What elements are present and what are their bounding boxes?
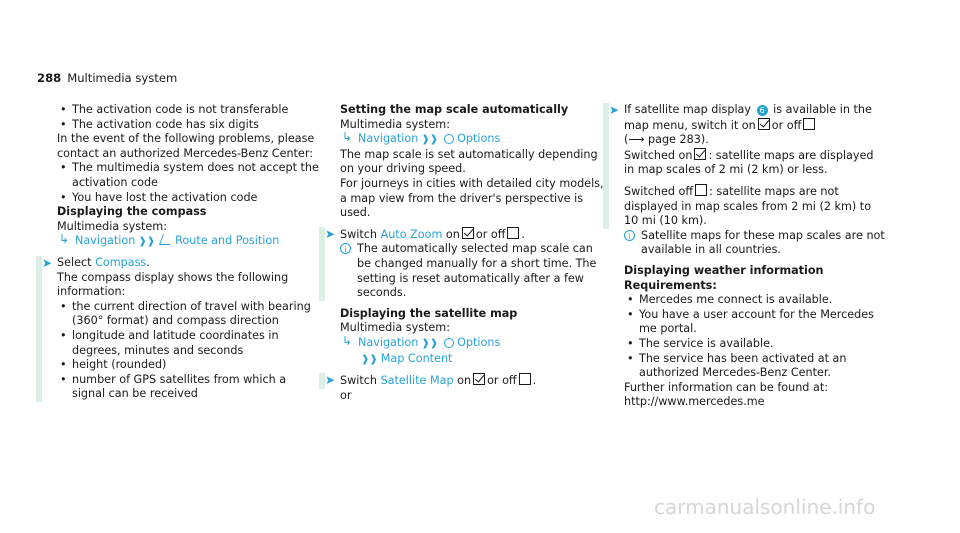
- list-item: • You have lost the activation code: [57, 191, 319, 206]
- body-text: For journeys in cities with detailed city models, a map view from the driver's perspective is used.: [340, 176, 604, 220]
- list-item: • longitude and latitude coordinates in degrees, minutes and seconds: [57, 329, 319, 358]
- badge-number: 6: [757, 105, 768, 116]
- list-item: • the current direction of travel with bearing (360° format) and compass direction: [57, 300, 319, 329]
- checkbox-on-icon: [462, 227, 474, 239]
- list-item: • The service has been activated at an authorized Mercedes-Benz Center.: [624, 352, 886, 381]
- column-2: [325, 103, 610, 403]
- system-label: Multimedia system:: [340, 321, 450, 335]
- compass-link[interactable]: Compass: [95, 255, 147, 269]
- path-arrow-icon: ↳: [342, 130, 353, 145]
- checkbox-off-icon: [695, 184, 707, 196]
- checkbox-off-icon: [507, 227, 519, 239]
- path-map-content[interactable]: Map Content: [380, 351, 453, 365]
- path-route-position[interactable]: Route and Position: [175, 234, 280, 248]
- instruction-step: ➤ If satellite map display 6 is available in the map menu, switch it on or off (⟶ page 283). Switched on : satellite maps are displayed in map scales of 2 mi (2 km) or less.: [609, 103, 874, 177]
- path-navigation[interactable]: Navigation: [358, 335, 419, 349]
- requirements-label: Requirements:: [624, 278, 717, 292]
- system-label: Multimedia system:: [340, 117, 450, 131]
- path-navigation[interactable]: Navigation: [358, 132, 419, 146]
- instruction-step: ➤ Select Compass.: [42, 255, 150, 270]
- section-heading: Displaying weather information: [624, 263, 824, 277]
- watermark: carmanualsonline.info: [654, 495, 876, 519]
- long-arrow-icon: ⟶: [628, 133, 645, 147]
- auto-zoom-link[interactable]: Auto Zoom: [380, 227, 443, 241]
- double-chevron-icon: ❱❱: [421, 337, 439, 349]
- section-heading: Displaying the satellite map: [340, 306, 518, 320]
- double-chevron-icon: ❱❱: [421, 134, 439, 146]
- checkbox-on-icon: [758, 118, 770, 130]
- compass-desc: The compass display shows the following information:: [57, 270, 289, 299]
- page-reference-link[interactable]: page 283).: [647, 133, 709, 147]
- path-navigation[interactable]: Navigation: [75, 234, 136, 248]
- path-arrow-icon: ↳: [342, 333, 353, 348]
- list-item: • number of GPS satellites from which a signal can be received: [57, 373, 319, 402]
- info-icon: i: [340, 243, 351, 254]
- checkbox-on-icon: [694, 148, 706, 160]
- gear-icon: [444, 338, 454, 348]
- instruction-step: ➤ Switch Auto Zoom on or off .: [325, 226, 525, 241]
- section-heading: Displaying the compass: [57, 205, 207, 219]
- section-heading: Setting the map scale automatically: [340, 103, 569, 116]
- info-icon: i: [624, 230, 635, 241]
- list-item: • You have a user account for the Mercedes me portal.: [624, 308, 886, 337]
- list-item: • The activation code is not transferable: [57, 103, 319, 118]
- path-options[interactable]: Options: [457, 335, 501, 349]
- step-arrow-icon: ➤: [42, 255, 53, 270]
- step-arrow-icon: ➤: [325, 226, 336, 241]
- switched-off-text: Switched off : satellite maps are not displayed in map scales from 2 mi (2 km) to 10 mi (10 km).: [624, 184, 872, 228]
- list-item: • The multimedia system does not accept the activation code: [57, 161, 319, 190]
- list-item: • height (rounded): [57, 358, 319, 373]
- page-number: 288: [37, 71, 62, 85]
- intro-text: In the event of the following problems, please contact an authorized Mercedes-Benz Center:: [57, 132, 315, 160]
- double-chevron-icon: ❱❱: [138, 236, 156, 248]
- instruction-block: [319, 227, 610, 301]
- instruction-step: ➤ Switch Satellite Map on or off .: [325, 373, 537, 388]
- further-info: Further information can be found at: http://www.mercedes.me: [624, 380, 828, 409]
- info-note: i Satellite maps for these map scales are not available in all countries.: [624, 229, 886, 258]
- menu-path: [340, 333, 610, 367]
- instruction-block: [603, 103, 886, 229]
- gear-icon: [444, 134, 454, 144]
- column-3: [609, 103, 886, 410]
- page-header: [37, 71, 177, 86]
- list-item: • The service is available.: [624, 337, 886, 352]
- checkbox-on-icon: [473, 373, 485, 385]
- satellite-map-link[interactable]: Satellite Map: [380, 374, 454, 388]
- route-icon: [159, 234, 174, 245]
- step-arrow-icon: ➤: [609, 103, 620, 117]
- instruction-block: [319, 373, 610, 389]
- checkbox-off-icon: [519, 373, 531, 385]
- checkbox-off-icon: [803, 118, 815, 130]
- info-note: i The automatically selected map scale can be changed manually for a short time. The setting is reset automatically after a few seconds.: [340, 242, 610, 300]
- system-label: Multimedia system:: [57, 219, 167, 233]
- instruction-block: [36, 256, 319, 402]
- path-arrow-icon: ↳: [59, 232, 70, 247]
- list-item: • Mercedes me connect is available.: [624, 293, 886, 308]
- path-options[interactable]: Options: [457, 132, 501, 146]
- list-item: • The activation code has six digits: [57, 118, 319, 133]
- section-title: Multimedia system: [67, 71, 178, 85]
- column-1: [42, 103, 319, 402]
- double-chevron-icon: ❱❱: [361, 353, 378, 365]
- menu-path: [340, 132, 610, 148]
- step-arrow-icon: ➤: [325, 373, 336, 388]
- or-label: or: [340, 388, 352, 402]
- body-text: The map scale is set automatically depending on your driving speed.: [340, 147, 598, 176]
- menu-path: [57, 234, 319, 250]
